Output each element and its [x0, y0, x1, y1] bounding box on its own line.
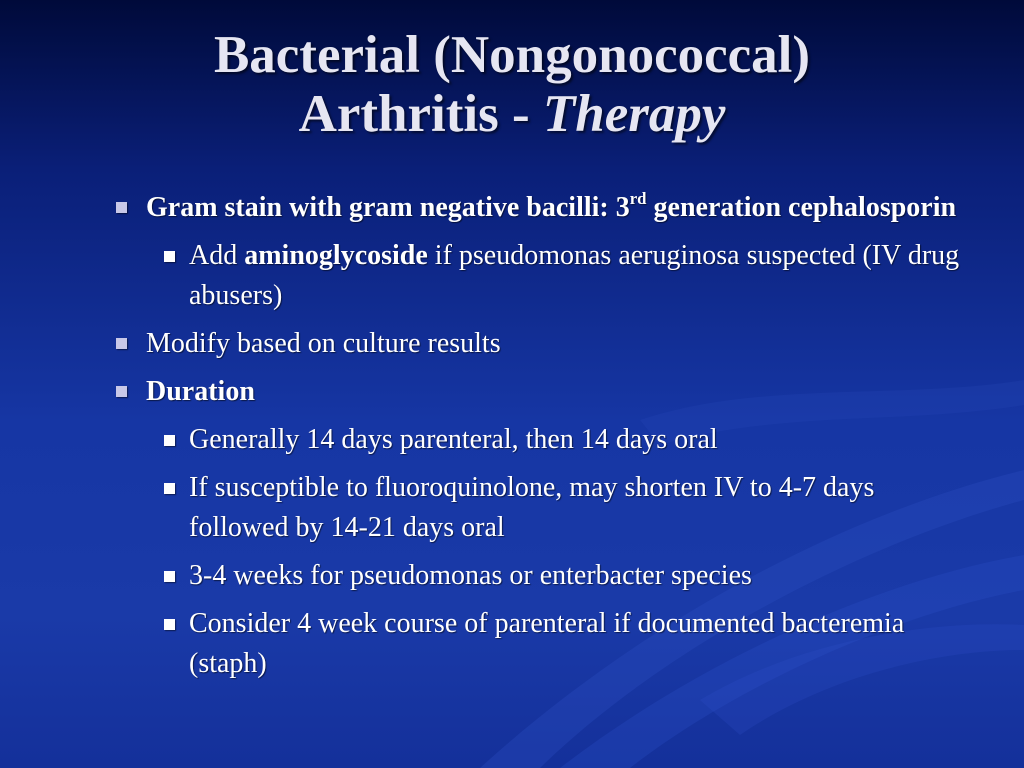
- title-line-2: [0, 85, 1024, 144]
- title-line-1: Bacterial (Nongonococcal): [213, 26, 811, 84]
- square-bullet-icon: [116, 202, 127, 213]
- bullet-text-b: generation cephalosporin: [646, 192, 957, 223]
- bullet-superscript: rd: [629, 188, 647, 208]
- sub-bullet-item-pseudomonas: [154, 556, 980, 596]
- square-bullet-icon: [164, 483, 175, 494]
- sub-bullet-text: 3-4 weeks for pseudomonas or enterbacter species: [189, 560, 752, 591]
- square-bullet-icon: [164, 619, 175, 630]
- bullet-list: [110, 188, 980, 692]
- square-bullet-icon: [164, 435, 175, 446]
- sub-bullet-text: If susceptible to fluoroquinolone, may shorten IV to 4-7 days followed by 14-21 days oral: [189, 472, 875, 543]
- square-bullet-icon: [164, 571, 175, 582]
- sub-bullet-item-generally: [154, 420, 980, 460]
- slide-title: [0, 26, 1024, 145]
- title-line-2-prefix: Arthritis -: [298, 85, 543, 144]
- square-bullet-icon: [116, 338, 127, 349]
- bullet-text: Duration: [146, 376, 255, 407]
- bullet-text: Modify based on culture results: [146, 328, 501, 359]
- bullet-item-duration: [110, 372, 980, 412]
- sub-bullet-item-bacteremia: [154, 604, 980, 684]
- sub-bullet-item-fluoroquinolone: [154, 468, 980, 548]
- sub-bullet-item-aminoglycoside: [154, 236, 980, 316]
- bullet-item-gram-stain: [110, 188, 980, 228]
- title-line-2-italic: Therapy: [542, 85, 726, 144]
- square-bullet-icon: [116, 386, 127, 397]
- sub-bullet-text-a: Add: [189, 240, 245, 271]
- bullet-text-a: Gram stain with gram negative bacilli: 3: [146, 192, 630, 223]
- sub-bullet-text: Generally 14 days parenteral, then 14 days oral: [189, 424, 718, 455]
- sub-bullet-text: Consider 4 week course of parenteral if documented bacteremia (staph): [189, 608, 905, 679]
- bullet-item-modify: [110, 324, 980, 364]
- sub-bullet-bold-term: aminoglycoside: [244, 240, 428, 271]
- square-bullet-icon: [164, 251, 175, 262]
- sub-bullet-text-b: if pseudomonas aeruginosa suspected (IV drug abusers): [189, 240, 960, 311]
